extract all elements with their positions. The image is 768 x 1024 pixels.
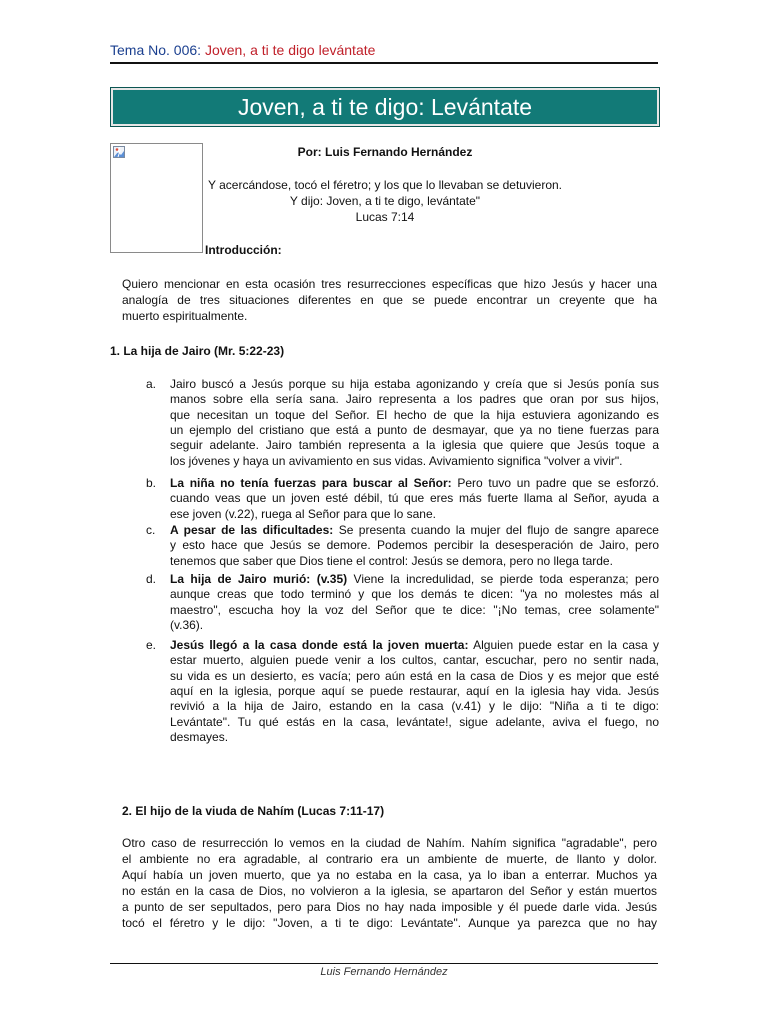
list-item-text: los jóvenes y haya un avivamiento en sus vidas. Avivamiento significa "volver a vivir". xyxy=(170,453,623,468)
list-item-text: seguir adelante. Jairo también representa a la iglesia que quiere que Jesús toque a xyxy=(170,438,659,453)
list-item-bold-lead: La niña no tenía fuerzas para buscar al Señor: xyxy=(170,476,452,490)
paragraph-line: no están en la casa de Dios, no volvieron a la iglesia, se apartaron del Señor y están muertos xyxy=(122,884,657,898)
list-item-text: ese joven (v.22), ruega al Señor para que lo sane. xyxy=(170,506,436,521)
list-item-text: aquí en la iglesia, porque aquí se puede restaurar, aquí en la iglesia hay vida. Jesús xyxy=(170,683,659,698)
header-prefix: Tema No. 006: xyxy=(110,42,202,58)
list-item-text: cuando veas que un joven esté débil, tú que eres más fuerte llama al Señor, ayuda a xyxy=(170,491,659,506)
list-item-text: Jesús llegó a la casa donde está la joven muerta: Alguien puede estar en la casa y xyxy=(170,638,660,652)
list-item-text: La hija de Jairo murió: (v.35) Viene la incredulidad, se pierde toda esperanza; pero xyxy=(170,572,659,586)
list-item-marker: c. xyxy=(146,523,156,537)
paragraph-line: tocó el féretro y le dijo: "Joven, a ti te digo: Levántate". Aunque ya parezca que no hay xyxy=(122,916,657,930)
list-item-marker: e. xyxy=(146,638,157,652)
broken-image-icon xyxy=(113,146,125,158)
paragraph-line: el ambiente no era agradable, al contrario era un ambiente de muerte, de llanto y dolor. xyxy=(122,852,657,866)
header-rule xyxy=(110,62,658,64)
list-item-marker: a. xyxy=(146,377,157,391)
intro-line-1: Quiero mencionar en esta ocasión tres resurrecciones específicas que hizo Jesús y hacer una xyxy=(122,277,657,291)
list-item-bold-lead: La hija de Jairo murió: (v.35) xyxy=(170,572,348,586)
list-item-text: revivió a la hija de Jairo, estando en la casa (v.41) y le dijo: "Niña a ti te digo: xyxy=(170,699,659,714)
list-item-text: Levántate". Tu qué estás en la casa, levántate!, sigue adelante, aviva el fuego, no xyxy=(170,714,659,729)
banner-title: Joven, a ti te digo: Levántate xyxy=(237,94,533,120)
list-item-text: un ejemplo del cristiano que está a punto de desmayar, que ya no tiene fuerzas para xyxy=(170,422,659,437)
list-item-marker: b. xyxy=(146,476,157,490)
list-item-text: y esto hace que Jesús se demore. Podemos percibir la desesperación de Jairo, pero xyxy=(170,538,659,553)
list-item-text: maestro", escucha hoy la voz del Señor que te dice: "¡No temas, cree solamente" xyxy=(170,602,659,617)
intro-heading: Introducción: xyxy=(205,243,282,257)
list-item-text: (v.36). xyxy=(170,617,204,632)
paragraph-line: Aquí había un joven muerto, que ya no estaba en la casa, ya lo iban a enterrar. Muchos ya xyxy=(122,868,657,882)
list-item-text: estar muerto, alguien puede venir a los cultos, cantar, escuchar, pero no sentir nada, xyxy=(170,653,659,668)
list-item-text: aunque creas que todo terminó y que los demás te dicen: "ya no molestes más al xyxy=(170,587,659,602)
intro-line-2: analogía de tres situaciones diferentes en que se puede encontrar un creyente que ha xyxy=(122,293,657,307)
list-item-bold-lead: Jesús llegó a la casa donde está la joven muerta: xyxy=(170,638,469,652)
paragraph-line: Otro caso de resurrección lo vemos en la ciudad de Nahím. Nahím significa "agradable", pero xyxy=(122,836,657,850)
list-item-text: tenemos que saber que Dios tiene el control: Jesús se demora, pero no llega tarde. xyxy=(170,553,613,568)
verse-line-1: Y acercándose, tocó el féretro; y los que lo llevaban se detuvieron. xyxy=(208,178,562,192)
footer-author: Luis Fernando Hernández xyxy=(320,966,448,978)
running-header xyxy=(110,42,658,58)
verse-reference: Lucas 7:14 xyxy=(355,210,415,224)
list-item-text: que necesitan un toque del Señor. El hecho de que la hija estuviera agonizando es xyxy=(170,407,659,422)
list-item-text: Jairo buscó a Jesús porque su hija estaba agonizando y creía que si Jesús ponía sus xyxy=(170,377,659,391)
title-banner xyxy=(110,87,660,127)
paragraph-line: a punto de ser sepultados, pero para Dios no hay nada imposible y él puede darle vida. Jesús xyxy=(122,900,657,914)
list-item-text: La niña no tenía fuerzas para buscar al Señor: Pero tuvo un padre que se esforzó. xyxy=(170,476,659,490)
section1-heading: 1. La hija de Jairo (Mr. 5:22-23) xyxy=(110,344,285,358)
image-placeholder xyxy=(110,143,203,253)
verse-line-2: Y dijo: Joven, a ti te digo, levántate" xyxy=(289,194,481,208)
list-item-text: desmayes. xyxy=(170,729,229,744)
header-title: Joven, a ti te digo levántate xyxy=(204,42,376,58)
footer-rule xyxy=(110,963,658,964)
list-item-marker: d. xyxy=(146,572,157,586)
list-item-bold-lead: A pesar de las dificultades: xyxy=(170,523,334,537)
list-item-text: su vida es un desierto, es vacía; pero aún está en la casa de Dios y es mejor que esté xyxy=(170,668,659,683)
section2-heading: 2. El hijo de la viuda de Nahím (Lucas 7:11-17) xyxy=(122,804,385,818)
list-item-text: A pesar de las dificultades: Se presenta cuando la mujer del flujo de sangre aparece xyxy=(170,523,659,537)
list-item-text: manos sobre ella sería sana. Jairo representa a los padres que oran por sus hijos, xyxy=(170,392,659,407)
intro-line-3: muerto espiritualmente. xyxy=(122,309,248,323)
author-line: Por: Luis Fernando Hernández xyxy=(297,145,473,159)
